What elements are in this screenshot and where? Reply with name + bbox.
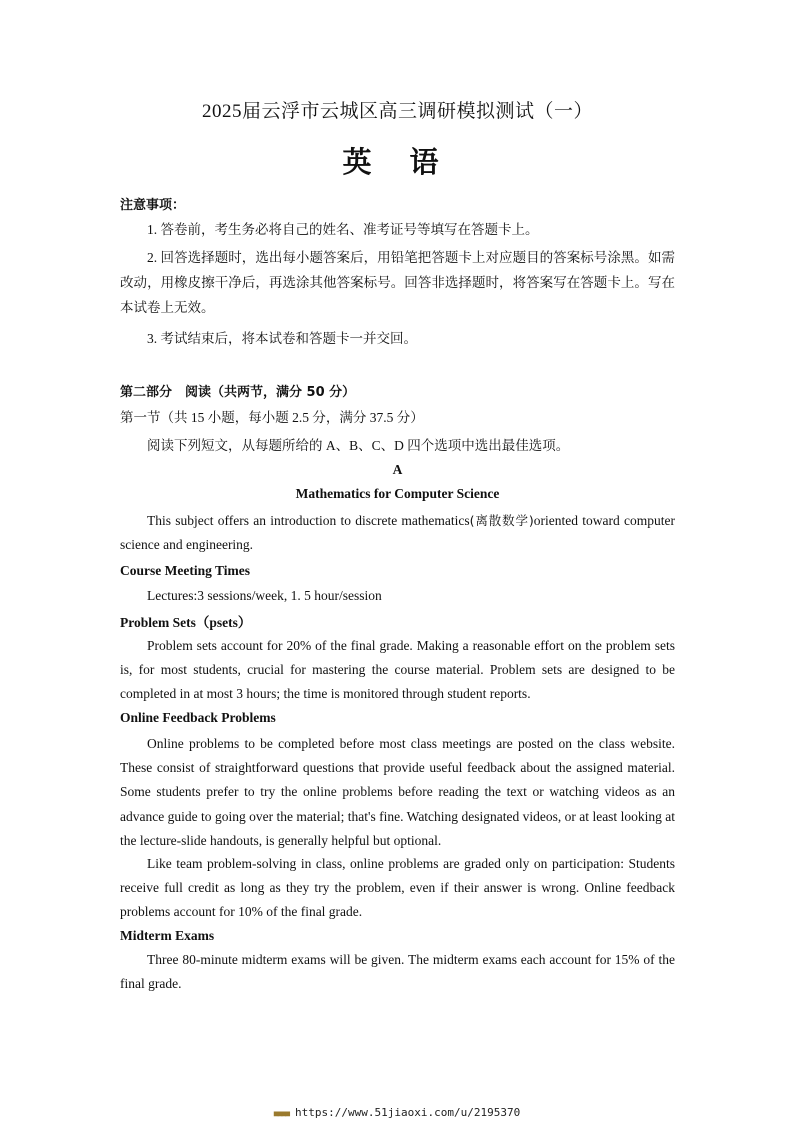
online-feedback-heading: Online Feedback Problems bbox=[120, 710, 276, 725]
meeting-times-heading: Course Meeting Times bbox=[120, 563, 250, 578]
section-heading: 第二部分 阅读（共两节，满分 50 分） bbox=[120, 385, 356, 400]
note-item-2: 2. 回答选择题时，选出每小题答案后，用铅笔把答题卡上对应题目的答案标号涂黑。如需改动，用橡皮擦干净后，再选涂其他答案标号。回答非选择题时，将答案写在答题卡上。写在本试卷上无效。 bbox=[120, 250, 675, 315]
passage-title: Mathematics for Computer Science bbox=[295, 486, 500, 501]
intro-text-after: oriented toward computer science and engineering. bbox=[120, 513, 675, 553]
intro-paragraph bbox=[120, 509, 675, 557]
midterm-exams-heading: Midterm Exams bbox=[120, 928, 215, 943]
problem-sets-heading: Problem Sets（psets） bbox=[120, 615, 252, 630]
intro-text-before: This subject offers an introduction to discrete mathematics bbox=[147, 513, 470, 528]
notes-heading: 注意事项： bbox=[120, 198, 186, 213]
online-feedback-text-2: Like team problem-solving in class, online problems are graded only on participation: Students receive full credit as long as they try the problem, even if their answer is wrong. Online feedback problems account for 10% of the final grade. bbox=[120, 856, 675, 920]
intro-chinese-term: (离散数学) bbox=[469, 513, 534, 528]
meeting-times-text: Lectures:3 sessions/week, 1. 5 hour/session bbox=[147, 588, 382, 603]
subsection-heading: 第一节（共 15 小题，每小题 2.5 分，满分 37.5 分） bbox=[120, 410, 424, 425]
subject-title: 英 语 bbox=[342, 145, 453, 179]
problem-sets-text: Problem sets account for 20% of the final grade. Making a reasonable effort on the problem sets is, for most students, crucial for mastering the course material. Problem sets are designed to be completed in at most 3 hours; the time is monitored through student reports. bbox=[120, 638, 675, 702]
page-footer bbox=[0, 1106, 794, 1119]
online-feedback-text-1: Online problems to be completed before most class meetings are posted on the class website. These consist of straightforward questions that provide useful feedback about the assigned material. Some students prefer to try the online problems before reading the text or watching videos as an advance guide to going over the material; that's fine. Watching designated videos, or at least looking at the lecture-slide handouts, is generally helpful but optional. bbox=[120, 736, 675, 848]
footer-logo-mark: ■■■■ bbox=[273, 1109, 290, 1118]
exam-title: 2025届云浮市云城区高三调研模拟测试（一） bbox=[201, 101, 593, 122]
note-item-3: 3. 考试结束后，将本试卷和答题卡一并交回。 bbox=[147, 331, 417, 346]
footer-url[interactable]: https://www.51jiaoxi.com/u/2195370 bbox=[295, 1106, 521, 1119]
midterm-exams-text: Three 80-minute midterm exams will be given. The midterm exams each account for 15% of the final grade. bbox=[120, 952, 675, 992]
note-item-1: 1. 答卷前，考生务必将自己的姓名、准考证号等填写在答题卡上。 bbox=[147, 222, 539, 237]
reading-instruction: 阅读下列短文，从每题所给的 A、B、C、D 四个选项中选出最佳选项。 bbox=[147, 438, 570, 453]
passage-letter: A bbox=[392, 462, 403, 477]
